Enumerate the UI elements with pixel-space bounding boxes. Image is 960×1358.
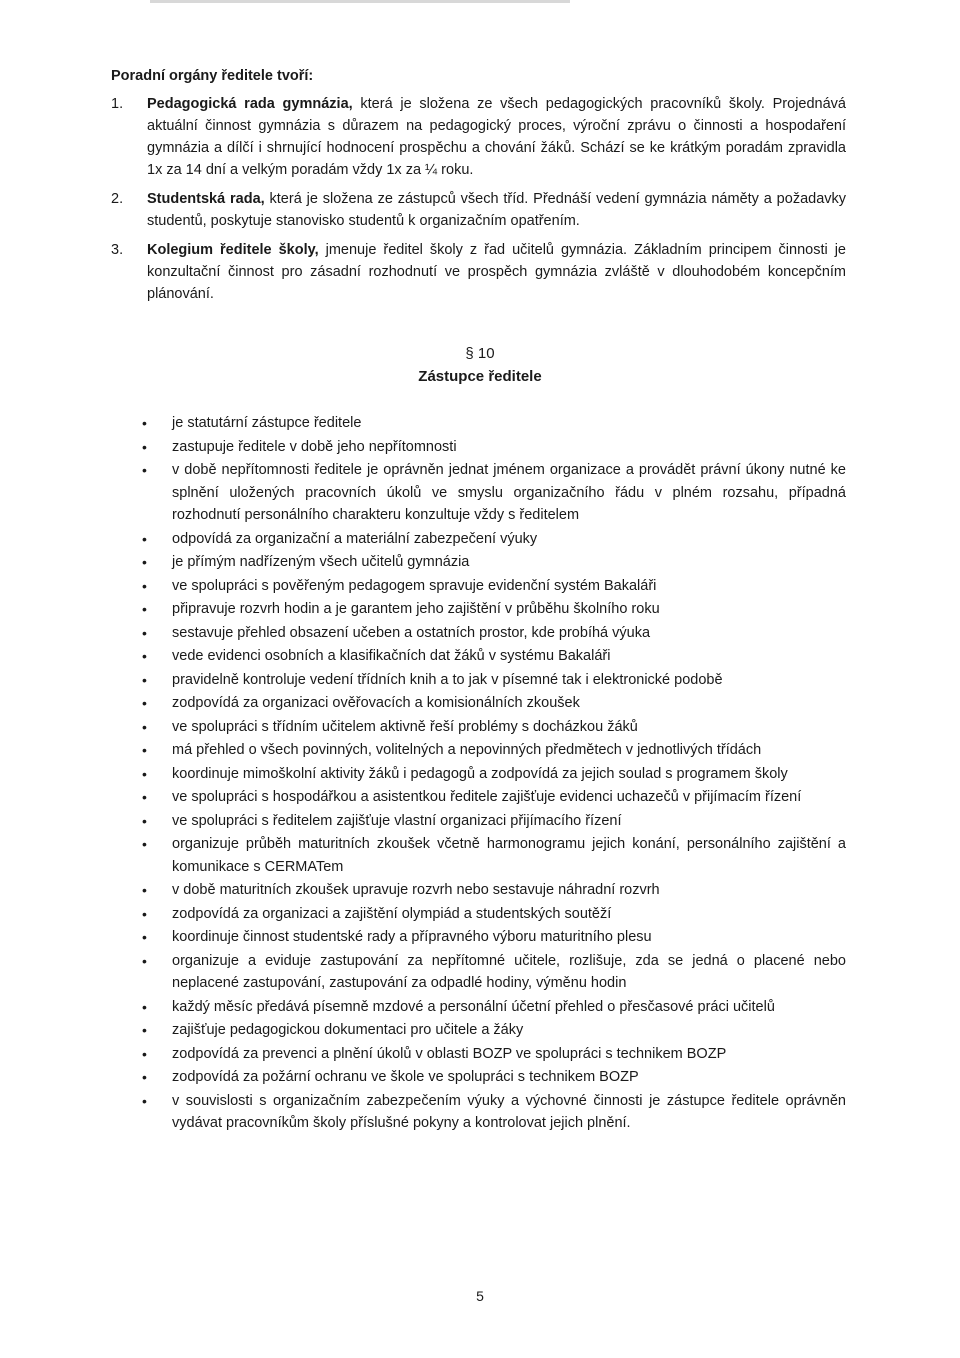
item-text — [147, 93, 846, 181]
list-item — [111, 93, 846, 181]
item-description: která je složena ze všech pedagogických pracovníků školy. Projednává aktuální činnost gymnázia s důrazem na pedagogický proces, výroční zprávu o činnosti a hospodaření gymnázia a dílčí i shrnující hodnocení prospěchu a chování žáků. Schází se ke krátkým poradám zpravidla 1x za 14 dní a velkým poradám vždy 1x za ¼ roku. — [147, 96, 846, 178]
list-item — [140, 739, 846, 762]
bullet-icon: • — [142, 765, 147, 782]
duty-text: každý měsíc předává písemně mzdové a personální účetní přehled o přesčasové práci učitelů — [172, 998, 775, 1015]
bullet-icon: • — [142, 929, 147, 945]
list-item — [140, 412, 846, 435]
list-item — [140, 716, 846, 739]
item-description: která je složena ze zástupců všech tříd. Přednáší vedení gymnázia náměty a požadavky studentů, poskytuje stanovisko studentů k organizačním opatřením. — [147, 191, 847, 229]
item-text — [147, 239, 846, 305]
list-item — [140, 763, 846, 786]
duty-text: ve spolupráci s pověřeným pedagogem spravuje evidenční systém Bakaláři — [172, 577, 657, 594]
bullet-icon: • — [142, 554, 147, 570]
duty-text: je statutární zástupce ředitele — [172, 415, 362, 431]
list-item — [140, 1066, 846, 1089]
duty-text: vede evidenci osobních a klasifikačních dat žáků v systému Bakaláři — [172, 648, 611, 664]
bullet-icon: • — [142, 1045, 147, 1062]
bullet-icon: • — [142, 648, 147, 664]
bullet-icon: • — [142, 905, 147, 922]
duty-text: má přehled o všech povinných, volitelných a nepovinných předmětech v jednotlivých třídách — [172, 742, 762, 758]
list-item — [140, 575, 846, 598]
duty-text: v době nepřítomnosti ředitele je oprávněn jednat jménem organizace a provádět právní úkony nutné ke splnění uložených pracovních úkolů ve smyslu organizačního řádu v plném rozsahu, případná rozhodnutí personálního charakteru konzultuje vždy s ředitelem — [172, 462, 846, 523]
duty-text: ve spolupráci s ředitelem zajišťuje vlastní organizaci přijímacího řízení — [172, 812, 622, 829]
bullet-icon: • — [142, 836, 147, 852]
duty-text: zodpovídá za organizaci ověřovacích a komisionálních zkoušek — [172, 695, 580, 711]
duty-text: koordinuje činnost studentské rady a přípravného výboru maturitního plesu — [172, 929, 652, 945]
bullet-icon: • — [142, 415, 147, 431]
list-item — [140, 1043, 846, 1066]
bullet-icon: • — [142, 601, 147, 617]
duty-text: organizuje průběh maturitních zkoušek včetně harmonogramu jejich konání, personálního zajištění a komunikace s CERMATem — [172, 836, 846, 875]
bullet-icon: • — [142, 695, 147, 711]
bullet-icon: • — [142, 530, 147, 547]
duty-text: sestavuje přehled obsazení učeben a ostatních prostor, kde probíhá výuka — [172, 624, 651, 641]
duty-text: ve spolupráci s hospodářkou a asistentkou ředitele zajišťuje evidenci uchazečů v přijímacím řízení — [172, 789, 802, 805]
bullet-icon: • — [142, 1022, 147, 1038]
item-number: 1. — [111, 96, 124, 112]
list-item — [140, 833, 846, 878]
list-item — [111, 188, 846, 232]
bullet-icon: • — [142, 882, 147, 898]
list-item — [140, 810, 846, 833]
duty-text: zodpovídá za požární ochranu ve škole ve spolupráci s technikem BOZP — [172, 1069, 639, 1085]
duty-text: koordinuje mimoškolní aktivity žáků i pedagogů a zodpovídá za jejich soulad s programem školy — [172, 765, 788, 782]
duty-text: v souvislosti s organizačním zabezpečením výuky a výchovné činnosti je zástupce ředitele oprávněn vydávat pracovníkům školy příslušné pokyny a kontrolovat jejich plnění. — [172, 1092, 846, 1131]
item-title: Kolegium ředitele školy, — [147, 242, 319, 258]
section-heading: Poradní orgány ředitele tvoří: — [111, 68, 314, 84]
bullet-icon: • — [142, 742, 147, 758]
item-number: 2. — [111, 191, 124, 207]
duty-text: je přímým nadřízeným všech učitelů gymnázia — [172, 554, 470, 570]
duty-text: odpovídá za organizační a materiální zabezpečení výuky — [172, 530, 538, 547]
item-number: 3. — [111, 242, 124, 258]
list-item — [140, 645, 846, 668]
item-title: Studentská rada, — [147, 191, 265, 207]
list-item — [140, 459, 846, 527]
advisory-bodies-list — [111, 93, 846, 312]
list-item — [140, 1090, 846, 1135]
duty-text: organizuje a eviduje zastupování za nepřítomné učitele, rozlišuje, zda se jedná o placené nebo neplacené zastupování, zastupování za odpadlé hodiny, výměnu hodin — [172, 952, 846, 991]
list-item — [140, 926, 846, 949]
list-item — [140, 1019, 846, 1042]
list-item — [140, 879, 846, 902]
paragraph-title: Zástupce ředitele — [418, 368, 542, 385]
list-item — [140, 996, 846, 1019]
list-item — [111, 239, 846, 305]
duty-text: v době maturitních zkoušek upravuje rozvrh nebo sestavuje náhradní rozvrh — [172, 882, 660, 898]
item-title: Pedagogická rada gymnázia, — [147, 96, 353, 112]
list-item — [140, 692, 846, 715]
deputy-duties-list — [140, 412, 846, 1136]
bullet-icon: • — [142, 718, 147, 735]
list-item — [140, 436, 846, 459]
list-item — [140, 786, 846, 809]
item-text — [147, 188, 846, 232]
duty-text: pravidelně kontroluje vedení třídních knih a to jak v písemné tak i elektronické podobě — [172, 671, 723, 688]
duty-text: zodpovídá za organizaci a zajištění olympiád a studentských soutěží — [172, 905, 612, 922]
scan-edge-mark — [150, 0, 570, 3]
bullet-icon: • — [142, 671, 147, 688]
bullet-icon: • — [142, 1069, 147, 1085]
list-item — [140, 551, 846, 574]
bullet-icon: • — [142, 789, 147, 805]
bullet-icon: • — [142, 952, 147, 969]
duty-text: zajišťuje pedagogickou dokumentaci pro učitele a žáky — [172, 1022, 524, 1038]
bullet-icon: • — [142, 998, 147, 1015]
bullet-icon: • — [142, 438, 147, 455]
duty-text: ve spolupráci s třídním učitelem aktivně řeší problémy s docházkou žáků — [172, 718, 638, 735]
list-item — [140, 903, 846, 926]
bullet-icon: • — [142, 1092, 147, 1109]
list-item — [140, 950, 846, 995]
bullet-icon: • — [142, 462, 147, 478]
bullet-icon: • — [142, 624, 147, 641]
duty-text: zodpovídá za prevenci a plnění úkolů v oblasti BOZP ve spolupráci s technikem BOZP — [172, 1045, 727, 1062]
list-item — [140, 669, 846, 692]
page-number: 5 — [476, 1288, 484, 1304]
list-item — [140, 622, 846, 645]
duty-text: připravuje rozvrh hodin a je garantem jeho zajištění v průběhu školního roku — [172, 601, 660, 617]
paragraph-number: § 10 — [465, 345, 495, 362]
bullet-icon: • — [142, 812, 147, 829]
bullet-icon: • — [142, 577, 147, 594]
list-item — [140, 598, 846, 621]
item-description: jmenuje ředitel školy z řad učitelů gymnázia. Základním principem činnosti je konzultační činnost pro zásadní rozhodnutí ve prospěch gymnázia zvláště v dlouhodobém koncepčním plánování. — [147, 242, 846, 302]
duty-text: zastupuje ředitele v době jeho nepřítomnosti — [172, 438, 457, 455]
list-item — [140, 528, 846, 551]
